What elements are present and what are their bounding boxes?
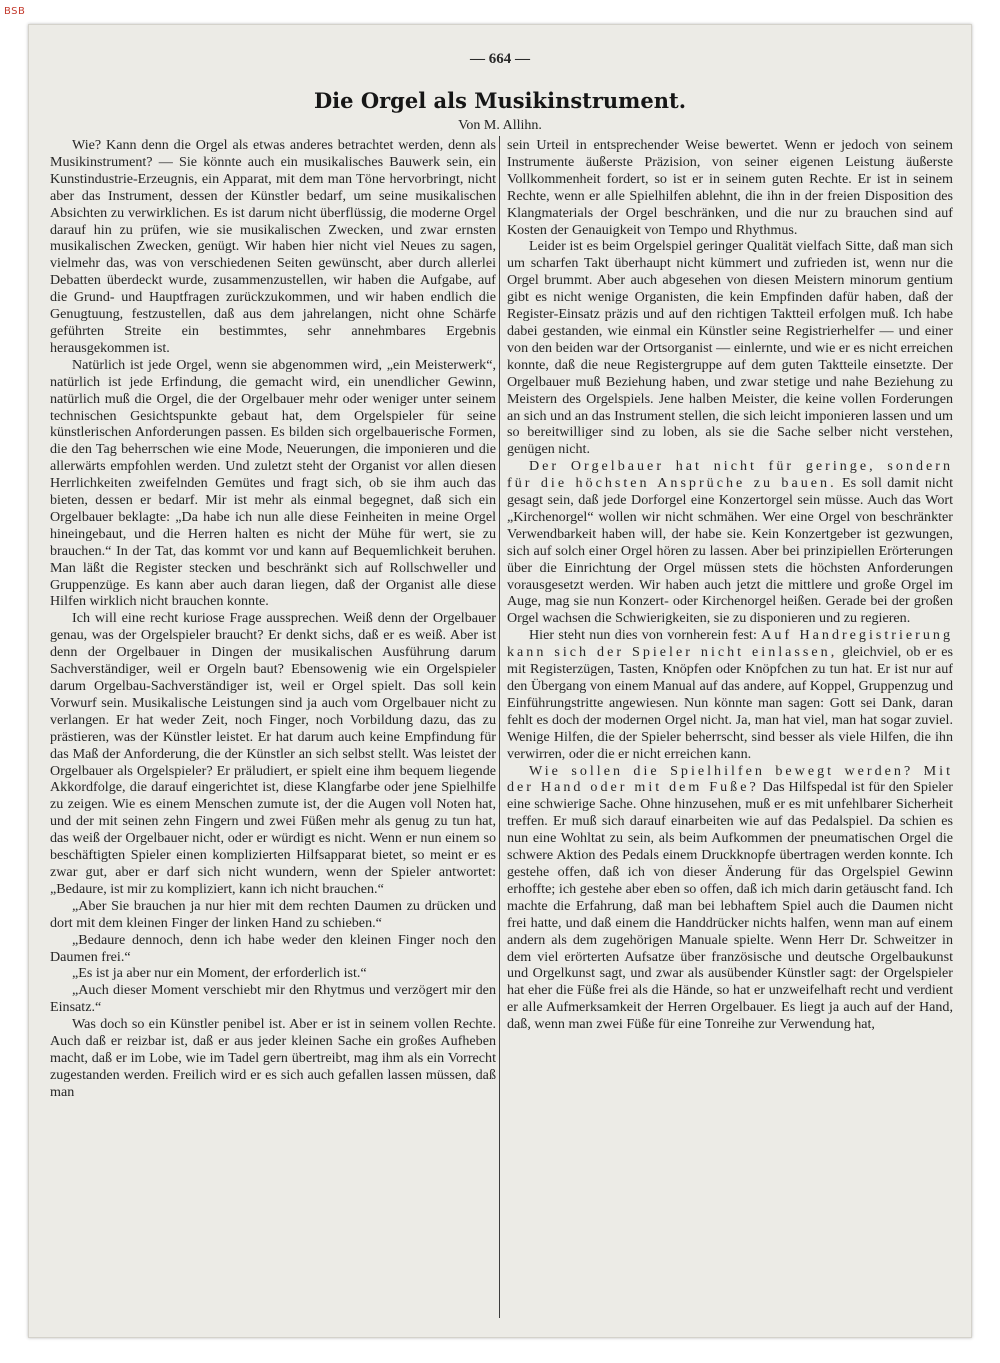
paragraph: „Auch dieser Moment verschiebt mir den Rhytmus und verzögert mir den Einsatz.“ bbox=[50, 982, 496, 1016]
paragraph: Ich will eine recht kuriose Frage aussprechen. Weiß denn der Orgelbauer genau, was der Orgelspieler braucht? Er denkt sichs, daß er es weiß. Aber ist denn der Orgelbauer in Dingen der musikalischen Ausführung darum Sachverständiger, weil er Orgeln baut? Ebensowenig wie ein Orgelspieler darum Orgelbau-Sachverständiger ist, weil er Orgel spielt. Das soll kein Vorwurf sein. Musikalische Leistungen sind ja auch vom Orgelbauer nicht zu verlangen. Er hat weder Zeit, noch Finger, noch Vorbildung dazu, das zu prästieren, was der Künstler leistet. Er hat darum auch keine Empfindung für das Maß der Anforderung, die der Künstler an sich selbst stellt. Was leistet der Orgelbauer als Orgelspieler? Er präludiert, er spielt eine ihm bequem liegende Akkordfolge, die darauf eingerichtet ist, diese Klangfarbe oder jene Spielhilfe zu zeigen. Wie es einem Menschen zumute ist, der die Augen voll Noten hat, und der mit seinen zehn Fingern und zwei Füßen mehr als genug zu tun hat, das weiß der Orgelbauer nicht, oder er würdigt es nicht. Wenn er nun einem so beschäftigten Spieler einen komplizierten Hilfsapparat bietet, so meint er es zwar gut, aber er darf sich nicht wundern, wenn der Spieler antwortet: „Bedaure, ist mir zu kompliziert, kann ich nicht brauchen.“ bbox=[50, 610, 496, 897]
scanned-page bbox=[28, 24, 972, 1338]
column-divider bbox=[499, 136, 500, 1318]
emphasis-spaced: Auf Handregistrierung kann sich der Spieler nicht einlassen, bbox=[507, 627, 953, 661]
article-title: Die Orgel als Musikinstrument. bbox=[313, 88, 687, 113]
paragraph: Was doch so ein Künstler penibel ist. Aber er ist in seinem vollen Rechte. Auch daß er reizbar ist, daß er aus jeder kleinen Sache ein großes Aufheben macht, daß er im Lobe, wie im Tadel gern übertreibt, mag ihm als ein Vorrecht zugestanden werden. Freilich wird er es sich auch gefallen lassen müssen, daß man bbox=[50, 1016, 496, 1100]
paragraph-text: Es soll damit nicht gesagt sein, daß jede Dorforgel eine Konzertorgel sein müsse. Auch das Wort „Kirchenorgel“ wollen wir nicht schmähen. Wer eine Orgel von beschränkter Verwendbarkeit haben will, der habe sie. Kein Konzertgeber ist gezwungen, sich auf solch einer Orgel hören zu lassen. Aber bei prinzipiellen Erörterungen über die Einrichtung der Orgel müssen stets die höchsten Anforderungen vorausgesetzt werden. Wir haben auch jetzt die mittlere und große Orgel im Auge, mag sie nun Konzert- oder Kirchenorgel heißen. Gerade bei der großen Orgel wachsen die Schwierigkeiten, sie zu disponieren und zu regieren. bbox=[507, 475, 953, 627]
paragraph: „Bedaure dennoch, denn ich habe weder den kleinen Finger noch den Daumen frei.“ bbox=[50, 931, 496, 965]
paragraph: „Aber Sie brauchen ja nur hier mit dem rechten Daumen zu drücken und dort mit dem kleinen Finger der linken Hand zu schieben.“ bbox=[50, 897, 496, 931]
library-watermark: BSB bbox=[4, 6, 26, 17]
emphasis-spaced: Wie sollen die Spielhilfen bewegt werden? Mit der Hand oder mit dem Fuße? bbox=[507, 762, 953, 796]
emphasis-spaced: Der Orgelbauer hat nicht für geringe, sondern für die höchsten Ansprüche zu bauen. bbox=[507, 458, 953, 492]
paragraph: sein Urteil in entsprechender Weise bewertet. Wenn er jedoch von seinem Instrumente äußerste Präzision, von seiner eigenen Leistung äußerste Vollkommenheit fordert, so ist er in seinem guten Rechte. Er ist in seinem Rechte, wenn er alle Spielhilfen ablehnt, die ihn in der freien Disposition des Klangmaterials der Orgel beschränken, und die nur zu brauchen sind auf Kosten der Genauigkeit von Tempo und Rhythmus. bbox=[507, 137, 953, 238]
right-column bbox=[507, 137, 953, 1033]
paragraph-text: Das Hilfspedal ist für den Spieler eine schwierige Sache. Ohne hinzusehen, muß er es mit unfehlbarer Sicherheit treffen. Er muß sich darauf einarbeiten wie auf das Pedalspiel. Da schien es nun eine Wohltat zu sein, als beim Aufkommen der pneumatischen Orgel die schwere Aktion des Pedals einem Druckknopfe übertragen werden konnte. Ich gestehe offen, daß ich von dieser Änderung für das Orgelspiel Gewinn erhoffte; ich gestehe aber eben so offen, daß ich mich darin getäuscht fand. Ich machte die Erfahrung, daß man bei lebhaftem Spiel auch die Daumen nicht frei hatte, und daß einem die Handdrücker nichts halfen, wenn man auf einem andern als dem zugehörigen Manuale spielte. Wenn Herr Dr. Schweitzer in dem viel erörterten Aufsatze über französische und deutsche Orgelbaukunst und Orgelkunst sagt, und zwar als ausübender Künstler sagt: der Orgelspieler hat eher die Füße frei als die Hände, so hat er unzweifelhaft recht und verdient er alle Aufmerksamkeit der Herren Orgelbauer. Es liegt ja auch auf der Hand, daß, wenn man zwei Füße für eine Tonreihe zur Verwendung hat, bbox=[507, 779, 953, 1033]
paragraph bbox=[507, 763, 953, 1034]
paragraph: Natürlich ist jede Orgel, wenn sie abgenommen wird, „ein Meisterwerk“, natürlich ist jede Erfindung, die gemacht wird, ein unendlicher Gewinn, natürlich muß die Orgel, die der Orgelbauer mehr oder weniger unter seinem technischen Gesichtspunkte gebaut hat, dem Orgelspieler für seine künstlerischen Anforderungen passen. Es bilden sich orgelbauerische Formen, die den Tag beherrschen wie eine Mode, Neuerungen, die imponieren und die allerwärts empfohlen werden. Und zuletzt steht der Organist vor allen diesen Herrlichkeiten zweifelnden Gemütes und fragt sich, ob sie ihm auch das bieten, dessen er bedarf. Mir ist mehr als einmal begegnet, daß sich ein Orgelbauer beklagte: „Da habe ich nun alle diese Feinheiten in meine Orgel hineingebaut, und die Herren halten es nicht der Mühe für wert, sie zu brauchen.“ In der Tat, das kommt vor und kann auf Bequemlichkeit beruhen. Man läßt die Register stecken und beschränkt sich auf Rollschweller und Gruppenzüge. Es kann aber auch daran liegen, daß der Organist alle diese Hilfen wirklich nicht brauchen konnte. bbox=[50, 356, 496, 610]
paragraph: Wie? Kann denn die Orgel als etwas anderes betrachtet werden, denn als Musikinstrument? — Sie könnte auch ein musikalisches Bauwerk sein, ein Kunstindustrie-Erzeugnis, ein Apparat, mit dem man Töne hervorbringt, nicht aber das Instrument, dessen der Künstler bedarf, um seine musikalischen Absichten zu verwirklichen. Es ist darum nicht überflüssig, die moderne Orgel darauf hin zu prüfen, wie sie musikalischen Zwecken, und zwar ernsten musikalischen Zwecken, genügt. Wir haben hier nicht viel Neues zu sagen, vielmehr das, was von verschiedenen Seiten gewünscht, aber durch allerlei Debatten überdeckt wurde, zusammenzustellen, wir haben die Aufgabe, auf die Grund- und Hauptfragen zurückzukommen, und wir haben endlich die Genugtuung, festzustellen, daß aus dem jahrelangen, nicht ohne Schärfe geführten Streite ein bestimmtes, sehr annehmbares Ergebnis herausgekommen ist. bbox=[50, 137, 496, 356]
paragraph: „Es ist ja aber nur ein Moment, der erforderlich ist.“ bbox=[72, 965, 367, 982]
paragraph: Leider ist es beim Orgelspiel geringer Qualität vielfach Sitte, daß man sich um scharfen Takt überhaupt nicht kümmert und zufrieden ist, wenn nur die Orgel brummt. Aber auch abgesehen von diesen Meistern minorum gentium gibt es nicht wenige Organisten, die kein Empfinden dafür haben, daß der Register-Einsatz präzis und auf den richtigen Taktteil erfolgen muß. Ich habe dabei gestanden, wie einmal ein Künstler seine Registrierhelfer — und einer von den beiden war der Ortsorganist — einlernte, und wie er es nicht erreichen konnte, daß die neue Registergruppe auf dem guten Taktteile einsetzte. Der Orgelbauer muß Beziehung haben, und zwar stetige und nahe Beziehung zu Meistern des Orgelspiels. Jene halben Meister, die keine vollen Forderungen an sich und an das Instrument stellen, die sich leicht imponieren lassen und um so bereitwilliger sind zu loben, als sie die Sache selber nicht verstehen, genügen nicht. bbox=[507, 238, 953, 458]
left-column bbox=[50, 137, 496, 1101]
paragraph-text: Hier steht nun dies von vornherein fest: bbox=[529, 627, 762, 644]
paragraph bbox=[507, 627, 953, 762]
paragraph bbox=[507, 458, 953, 627]
paragraph-text: gleichviel, ob er es mit Registerzügen, Tasten, Knöpfen oder Knöpfchen zu tun hat. Er ist nur auf den Übergang von einem Manual auf das andere, auf Koppel, Gruppenzug und Einführungstritte angewiesen. Nun könnte man sagen: Gott sei Dank, daran fehlt es doch der modernen Orgel nicht. Ja, man hat viel, man hat sogar zuviel. Wenige Hilfen, die der Spieler beherrscht, sind besser als viele Hilfen, die ihn verwirren, oder die er nicht erreichen kann. bbox=[507, 644, 953, 762]
article-byline: Von M. Allihn. bbox=[458, 118, 542, 133]
page-number: — 664 — bbox=[470, 51, 530, 67]
